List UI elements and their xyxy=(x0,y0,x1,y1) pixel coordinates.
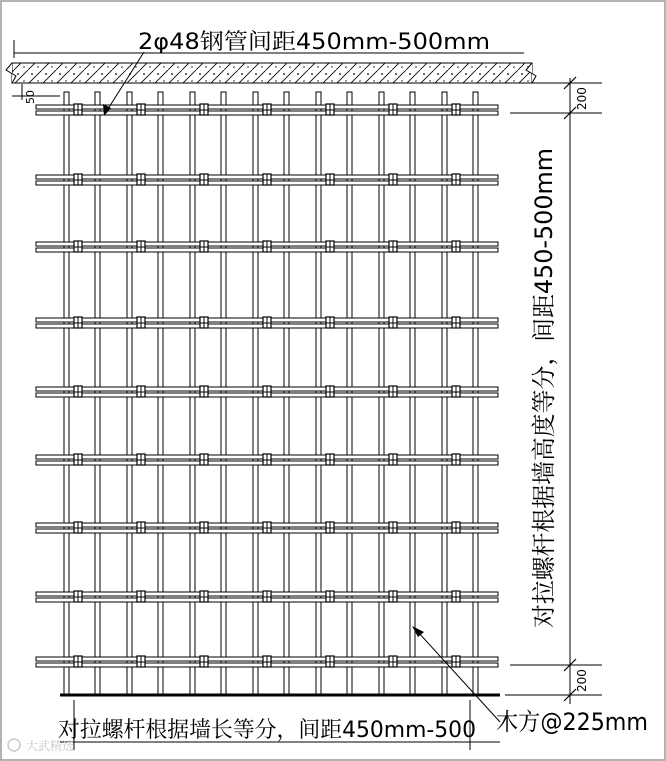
tie-bolt-icon xyxy=(452,454,460,465)
tie-bolt-icon xyxy=(452,104,460,115)
tie-bolt-icon xyxy=(389,454,397,465)
tie-bolt-icon xyxy=(137,317,145,328)
tie-bolt-icon xyxy=(263,591,271,602)
watermark xyxy=(8,738,74,753)
tie-bolt-icon xyxy=(74,386,82,397)
tie-bolt-icon xyxy=(200,104,208,115)
tie-bolt-icon xyxy=(200,656,208,667)
tie-bolt-icon xyxy=(74,454,82,465)
tie-bolt-icon xyxy=(326,386,334,397)
tie-bolt-icon xyxy=(452,656,460,667)
tie-bolt-icon xyxy=(263,522,271,533)
tie-bolt-icon xyxy=(326,454,334,465)
tie-bolt-icon xyxy=(263,317,271,328)
tie-bolt-icon xyxy=(389,174,397,185)
tie-bolt-icon xyxy=(263,656,271,667)
tie-bolt-icon xyxy=(389,386,397,397)
tie-bolt-icon xyxy=(137,104,145,115)
tie-bolt-icon xyxy=(326,591,334,602)
tie-bolt-icon xyxy=(326,656,334,667)
tie-bolt-icon xyxy=(74,591,82,602)
tie-bolt-icon xyxy=(452,386,460,397)
tie-bolt-icon xyxy=(263,174,271,185)
tie-bolt-icon xyxy=(137,174,145,185)
tie-bolt-icon xyxy=(200,317,208,328)
tie-bolt-icon xyxy=(74,656,82,667)
timber-leader xyxy=(418,632,500,722)
tie-bolt-icon xyxy=(452,591,460,602)
tie-bolt-icon xyxy=(74,317,82,328)
tie-bolt-icon xyxy=(326,104,334,115)
tie-bolt-icon xyxy=(137,591,145,602)
right-bolt-label: 对拉螺杆根据墙高度等分，间距450-500mm xyxy=(530,144,558,628)
tie-bolt-icon xyxy=(137,454,145,465)
timber-spacing-label: 木方@225mm xyxy=(496,708,648,736)
top-pipe-label: 2φ48钢管间距450mm-500mm xyxy=(138,30,490,55)
tie-bolt-icon xyxy=(200,522,208,533)
tie-bolt-icon xyxy=(200,174,208,185)
tie-bolt-icon xyxy=(263,454,271,465)
watermark-text: 大武精选 xyxy=(26,739,75,753)
camera-icon xyxy=(8,739,20,751)
tie-bolt-icon xyxy=(263,241,271,252)
bottom-bolt-label: 对拉螺杆根据墙长等分，间距450mm-500 xyxy=(58,718,476,743)
tie-bolt-icon xyxy=(137,522,145,533)
tie-bolt-icon xyxy=(389,241,397,252)
dim-50-label: 50 xyxy=(24,90,37,104)
tie-bolt-icon xyxy=(200,454,208,465)
dim-top-label: 200 xyxy=(575,87,589,110)
tie-bolt-icon xyxy=(200,241,208,252)
tie-bolt-icon xyxy=(326,522,334,533)
tie-bolt-icon xyxy=(137,241,145,252)
tie-bolt-icon xyxy=(74,174,82,185)
tie-bolt-icon xyxy=(137,656,145,667)
tie-bolt-icon xyxy=(74,104,82,115)
tie-bolt-icon xyxy=(452,317,460,328)
tie-bolt-icon xyxy=(452,522,460,533)
tie-bolt-icon xyxy=(74,241,82,252)
tie-bolt-icon xyxy=(389,522,397,533)
tie-bolt-icon xyxy=(74,522,82,533)
tie-bolt-icon xyxy=(263,104,271,115)
tie-bolt-icon xyxy=(326,241,334,252)
tie-bolt-icon xyxy=(200,591,208,602)
tie-bolt-icon xyxy=(389,317,397,328)
tie-bolt-icon xyxy=(263,386,271,397)
dim-bottom-label: 200 xyxy=(575,669,589,692)
tie-bolt-icon xyxy=(326,317,334,328)
tie-bolt-icon xyxy=(137,386,145,397)
tie-bolt-icon xyxy=(389,591,397,602)
concrete-slab xyxy=(12,63,532,83)
tie-bolt-icon xyxy=(452,241,460,252)
tie-bolt-icon xyxy=(389,104,397,115)
tie-bolt-icon xyxy=(200,386,208,397)
tie-bolt-icon xyxy=(389,656,397,667)
tie-bolt-icon xyxy=(326,174,334,185)
tie-bolt-icon xyxy=(452,174,460,185)
